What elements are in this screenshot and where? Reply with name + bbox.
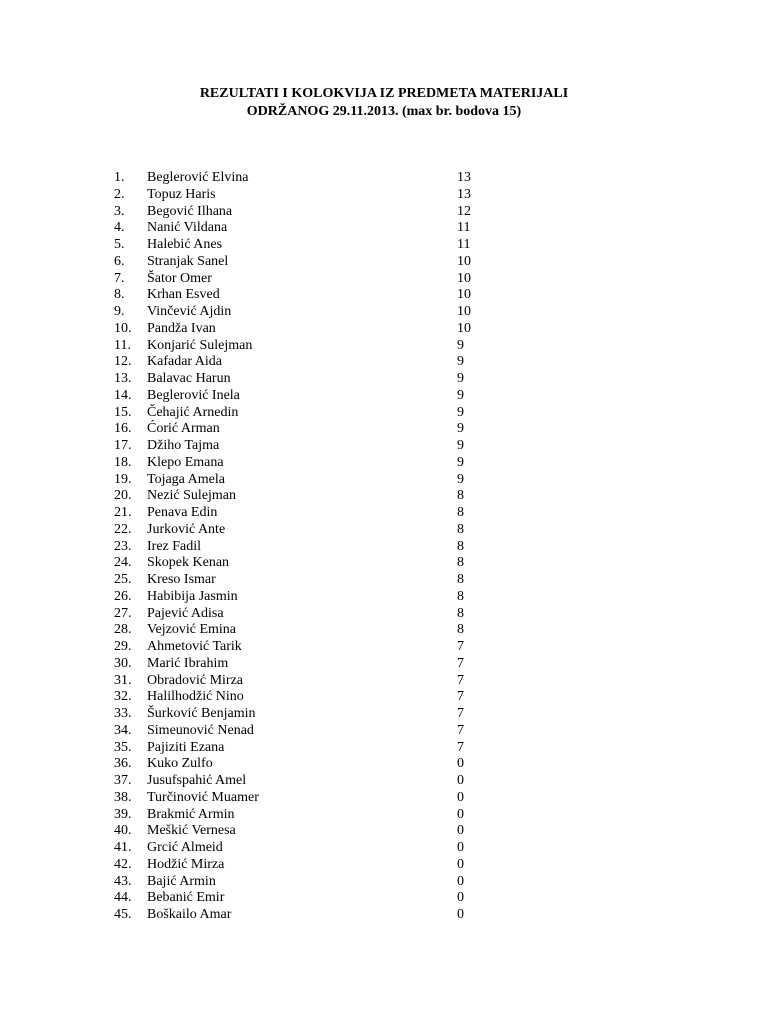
student-name: Konjarić Sulejman [147,337,253,353]
student-score: 0 [457,756,464,772]
student-score: 9 [457,337,464,353]
student-score: 9 [457,354,464,370]
document-title-line-2: ODRŽANOG 29.11.2013. (max br. bodova 15) [246,104,522,119]
result-number: 18. [114,454,132,470]
result-number: 15. [114,404,132,420]
result-row [0,790,768,807]
student-name: Hodžić Mirza [147,856,225,872]
student-name: Nanić Vildana [147,220,228,236]
result-number: 28. [114,622,132,638]
result-row [0,304,768,321]
student-score: 0 [457,773,464,788]
result-row [0,606,768,623]
student-name: Boškailo Amar [147,907,232,922]
result-number: 35. [114,739,132,755]
result-row [0,254,768,271]
result-row [0,438,768,455]
student-score: 7 [457,655,464,671]
result-number: 5. [114,237,125,252]
result-row [0,857,768,874]
student-score: 0 [457,823,464,839]
result-row [0,505,768,522]
result-row [0,756,768,773]
result-row [0,488,768,505]
result-number: 13. [114,371,132,386]
student-score: 9 [457,421,464,437]
result-number: 19. [114,471,132,487]
result-row [0,572,768,589]
result-row [0,405,768,422]
student-name: Grcić Almeid [147,840,223,855]
result-row [0,539,768,556]
student-score: 8 [457,572,464,587]
document-title-line-1: REZULTATI I KOLOKVIJA IZ PREDMETA MATERIJALI [199,86,569,101]
result-row [0,421,768,438]
student-score: 9 [457,404,464,420]
result-row [0,689,768,706]
result-row [0,204,768,221]
student-score: 0 [457,856,464,872]
student-name: Pandža Ivan [147,320,216,336]
result-number: 8. [114,287,125,303]
student-name: Jusufspahić Amel [147,773,247,788]
result-number: 38. [114,789,132,805]
result-row [0,656,768,673]
student-name: Marić Ibrahim [147,655,229,671]
result-number: 37. [114,773,132,788]
student-name: Beglerović Inela [147,387,240,403]
student-name: Čehajić Arnedin [147,404,239,420]
student-name: Habibija Jasmin [147,588,238,604]
student-score: 10 [457,270,471,286]
student-score: 12 [457,203,471,219]
result-number: 44. [114,890,132,906]
result-number: 31. [114,672,132,688]
result-number: 33. [114,706,132,721]
result-number: 11. [114,337,131,353]
student-name: Krhan Esved [147,287,220,303]
result-row [0,271,768,288]
result-row [0,237,768,254]
student-score: 13 [457,186,471,202]
student-score: 8 [457,505,464,520]
result-number: 20. [114,488,132,504]
result-number: 39. [114,806,132,822]
result-row [0,874,768,891]
student-name: Nezić Sulejman [147,488,237,504]
result-number: 22. [114,521,132,537]
student-score: 10 [457,253,471,269]
result-row [0,589,768,606]
student-name: Jurković Ante [147,521,226,537]
student-name: Simeunović Nenad [147,722,254,738]
student-score: 9 [457,371,464,386]
student-score: 11 [457,237,471,252]
result-number: 43. [114,873,132,889]
student-score: 10 [457,304,471,319]
student-name: Begović Ilhana [147,203,233,219]
result-row [0,287,768,304]
student-name: Vinčević Ajdin [147,304,232,319]
result-row [0,807,768,824]
result-number: 42. [114,856,132,872]
result-row [0,371,768,388]
result-number: 17. [114,438,132,453]
result-row [0,723,768,740]
result-number: 45. [114,907,132,922]
student-score: 8 [457,555,464,571]
student-name: Obradović Mirza [147,672,244,688]
student-score: 7 [457,722,464,738]
student-name: Kuko Zulfo [147,756,213,772]
result-number: 30. [114,655,132,671]
result-row [0,170,768,187]
student-score: 7 [457,706,464,721]
results-list [0,170,768,924]
student-name: Penava Edin [147,505,218,520]
student-score: 7 [457,739,464,755]
result-number: 3. [114,203,125,219]
student-name: Irez Fadil [147,538,202,554]
student-name: Balavac Harun [147,371,231,386]
result-row [0,321,768,338]
result-row [0,555,768,572]
student-name: Turčinović Muamer [147,789,259,805]
result-row [0,338,768,355]
student-score: 8 [457,605,464,621]
result-number: 12. [114,354,132,370]
student-score: 8 [457,521,464,537]
result-row [0,840,768,857]
student-name: Pajević Adisa [147,605,224,621]
student-score: 8 [457,588,464,604]
result-number: 40. [114,823,132,839]
student-name: Halilhodžić Nino [147,689,244,705]
student-score: 9 [457,471,464,487]
result-number: 16. [114,421,132,437]
result-number: 6. [114,253,125,269]
result-row [0,472,768,489]
result-number: 4. [114,220,125,236]
student-name: Kafadar Aida [147,354,223,370]
student-name: Pajiziti Ezana [147,739,225,755]
result-number: 27. [114,605,132,621]
student-score: 0 [457,806,464,822]
student-score: 8 [457,488,464,504]
student-score: 0 [457,890,464,906]
result-row [0,220,768,237]
student-name: Džiho Tajma [147,438,220,453]
student-score: 8 [457,538,464,554]
student-name: Halebić Anes [147,237,223,252]
student-score: 9 [457,454,464,470]
student-name: Ahmetović Tarik [147,639,242,654]
result-row [0,639,768,656]
result-number: 21. [114,505,132,520]
student-name: Brakmić Armin [147,806,235,822]
student-name: Kreso Ismar [147,572,216,587]
student-name: Stranjak Sanel [147,253,229,269]
student-name: Topuz Haris [147,186,216,202]
student-score: 0 [457,840,464,855]
result-number: 41. [114,840,132,855]
result-number: 9. [114,304,125,319]
student-name: Šator Omer [147,270,212,286]
student-score: 9 [457,387,464,403]
result-row [0,187,768,204]
result-row [0,907,768,924]
student-name: Tojaga Amela [147,471,225,487]
student-score: 10 [457,320,471,336]
student-score: 7 [457,639,464,654]
student-name: Skopek Kenan [147,555,230,571]
result-number: 14. [114,387,132,403]
result-number: 26. [114,588,132,604]
result-row [0,622,768,639]
result-number: 1. [114,170,125,185]
student-score: 7 [457,689,464,705]
result-row [0,388,768,405]
result-number: 34. [114,722,132,738]
student-score: 0 [457,873,464,889]
result-number: 29. [114,639,132,654]
result-number: 25. [114,572,132,587]
student-name: Bajić Armin [147,873,216,889]
student-score: 7 [457,672,464,688]
result-number: 24. [114,555,132,571]
result-row [0,522,768,539]
result-number: 32. [114,689,132,705]
result-row [0,740,768,757]
student-name: Ćorić Arman [147,421,220,437]
student-name: Meškić Vernesa [147,823,236,839]
student-name: Bebanić Emir [147,890,225,906]
student-name: Klepo Emana [147,454,224,470]
student-score: 11 [457,220,471,236]
result-number: 2. [114,186,125,202]
student-name: Beglerović Elvina [147,170,249,185]
student-score: 13 [457,170,471,185]
result-row [0,773,768,790]
student-score: 0 [457,907,464,922]
result-row [0,673,768,690]
result-row [0,823,768,840]
result-row [0,354,768,371]
student-name: Šurković Benjamin [147,706,256,721]
student-score: 0 [457,789,464,805]
result-number: 23. [114,538,132,554]
result-row [0,890,768,907]
student-score: 8 [457,622,464,638]
result-number: 10. [114,320,132,336]
result-number: 7. [114,270,125,286]
student-name: Vejzović Emina [147,622,237,638]
student-score: 9 [457,438,464,453]
result-number: 36. [114,756,132,772]
student-score: 10 [457,287,471,303]
result-row [0,706,768,723]
result-row [0,455,768,472]
